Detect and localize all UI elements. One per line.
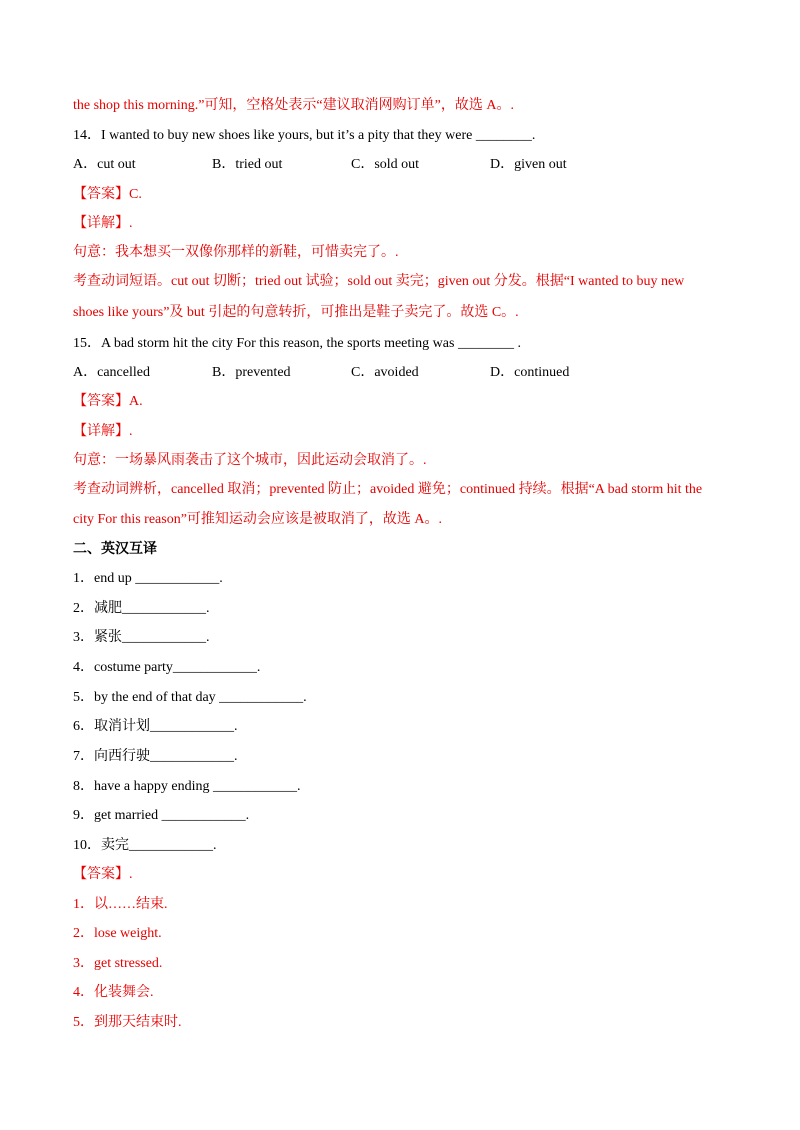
explanation-line: shoes like yours”及 but 引起的句意转折，可推出是鞋子卖完了。故选 C。. (73, 305, 519, 320)
translation-answer: 4．化装舞会. (73, 985, 154, 1000)
answer-label: 【答案】C. (73, 187, 142, 202)
section-heading: 二、英汉互译 (73, 542, 157, 557)
option-a: A．cut out (73, 157, 136, 172)
sentence-meaning: 句意：一场暴风雨袭击了这个城市，因此运动会取消了。. (73, 453, 427, 468)
explanation-continued: the shop this morning.”可知，空格处表示“建议取消网购订单”，故选 A。. (73, 98, 514, 113)
option-d: D．given out (490, 157, 567, 172)
answer-label: 【答案】A. (73, 394, 143, 409)
translation-item: 8．have a happy ending ____________. (73, 779, 301, 794)
translation-answer: 5．到那天结束时. (73, 1015, 182, 1030)
translation-item: 7．向西行驶____________. (73, 749, 238, 764)
option-a: A．cancelled (73, 365, 150, 380)
option-b: B．tried out (212, 157, 283, 172)
option-c: C．avoided (351, 365, 419, 380)
translation-item: 1．end up ____________. (73, 571, 223, 586)
explanation-line: city For this reason”可推知运动会应该是被取消了，故选 A。. (73, 512, 443, 527)
explanation-line: 考查动词短语。cut out 切断；tried out 试验；sold out 卖完；given out 分发。根据“I wanted to buy new (73, 274, 685, 289)
translation-answer: 1．以……结束. (73, 897, 168, 912)
translation-answer: 2．lose weight. (73, 926, 162, 941)
question-15: 15．A bad storm hit the city For this reason, the sports meeting was ________ . (73, 336, 521, 351)
question-14: 14．I wanted to buy new shoes like yours, but it’s a pity that they were ________. (73, 128, 536, 143)
option-b: B．prevented (212, 365, 291, 380)
answer-label: 【答案】. (73, 867, 133, 882)
translation-answer: 3．get stressed. (73, 956, 163, 971)
translation-item: 3．紧张____________. (73, 630, 210, 645)
option-c: C．sold out (351, 157, 420, 172)
translation-item: 2．减肥____________. (73, 601, 210, 616)
option-d: D．continued (490, 365, 570, 380)
translation-item: 6．取消计划____________. (73, 719, 238, 734)
translation-item: 10．卖完____________. (73, 838, 217, 853)
translation-item: 9．get married ____________. (73, 808, 250, 823)
sentence-meaning: 句意：我本想买一双像你那样的新鞋，可惜卖完了。. (73, 245, 399, 260)
detail-label: 【详解】. (73, 424, 133, 439)
detail-label: 【详解】. (73, 216, 133, 231)
translation-item: 4．costume party____________. (73, 660, 261, 675)
explanation-line: 考查动词辨析，cancelled 取消；prevented 防止；avoided 避免；continued 持续。根据“A bad storm hit the (73, 482, 703, 497)
translation-item: 5．by the end of that day ____________. (73, 690, 307, 705)
